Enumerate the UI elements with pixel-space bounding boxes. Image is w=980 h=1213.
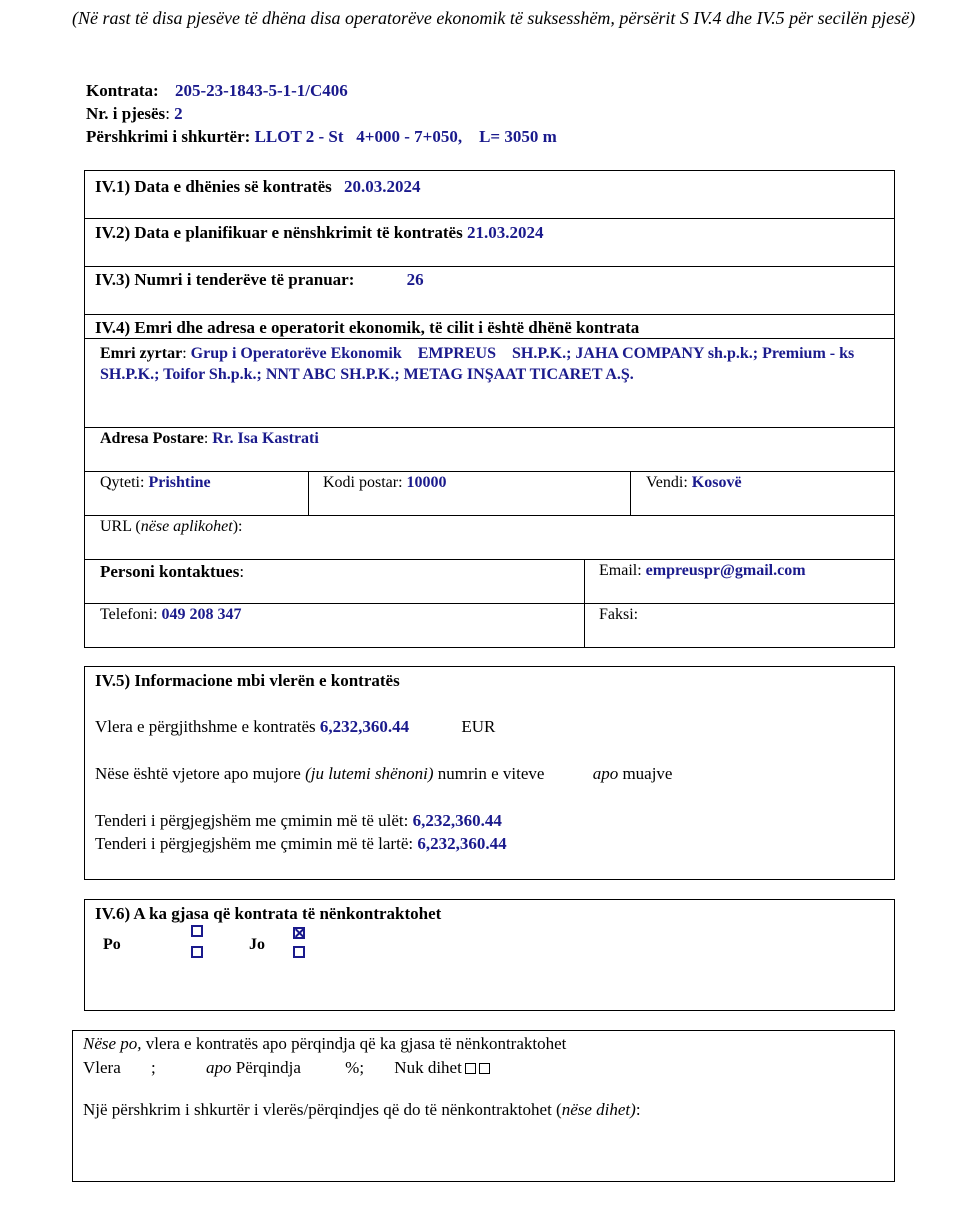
- s2-row: [95, 223, 543, 243]
- tender-count: 26: [406, 270, 424, 289]
- annual-row: [95, 764, 672, 784]
- total-value-row: [95, 717, 495, 737]
- lowest-tender-row: [95, 811, 502, 831]
- url-italic: nëse aplikohet: [140, 518, 233, 535]
- s5-label: IV.5) Informacione mbi vlerën e kontratës: [95, 671, 400, 690]
- postal-label: Kodi postar:: [323, 474, 403, 491]
- email-cell: [599, 562, 806, 580]
- url-end: ):: [232, 518, 243, 535]
- s3-label: IV.3) Numri i tenderëve të pranuar:: [95, 270, 355, 289]
- address-row: Adresa Postare: Rr. Isa Kastrati: [100, 430, 319, 447]
- part-label: Nr. i pjesës: [86, 104, 166, 123]
- no-checkbox[interactable]: [293, 946, 305, 958]
- address-label: Adresa Postare: [100, 430, 204, 447]
- phone-label: Telefoni:: [100, 606, 158, 623]
- contract-line: [86, 80, 348, 102]
- instruction-note: (Në rast të disa pjesëve të dhëna disa operatorëve ekonomik të suksesshëm, përsërit S IV.4 dhe IV.5 për secilën pjesë): [72, 8, 916, 28]
- description-label-1: Një përshkrim i shkurtër i vlerës/përqindjes që do të nënkontraktohet (: [83, 1100, 562, 1119]
- part-number: 2: [174, 104, 183, 123]
- apo-text: apo: [206, 1058, 232, 1077]
- annual-text-3: muajve: [622, 764, 673, 783]
- signing-date: 21.03.2024: [466, 223, 544, 242]
- if-yes-italic: Nëse po,: [83, 1034, 142, 1053]
- country-cell: [646, 474, 742, 492]
- subcontract-details-box: [72, 1030, 895, 1182]
- contract-value-box: [84, 666, 895, 880]
- email-label: Email:: [599, 562, 642, 579]
- highest-tender-value: 6,232,360.44: [417, 834, 507, 853]
- description-value: LLOT 2 - St 4+000 - 7+050, L= 3050 m: [254, 127, 557, 146]
- highest-tender-label: Tenderi i përgjegjshëm me çmimin më të lartë:: [95, 834, 414, 853]
- contract-number: 205-23-1843-5-1-1/C406: [174, 81, 348, 100]
- official-name-value: Grup i Operatorëve Ekonomik EMPREUS SH.P.K.; JAHA COMPANY sh.p.k.; Premium - ks SH.P.K.; Toifor Sh.p.k.; NNT ABC SH.P.K.; METAG INŞAAT TICARET A.Ş.: [100, 345, 859, 383]
- city-label: Qyteti:: [100, 474, 145, 491]
- description-label: Përshkrimi i shkurtër:: [86, 127, 251, 146]
- city-cell: [100, 474, 211, 492]
- total-value: 6,232,360.44: [319, 717, 410, 736]
- value-separator: ;: [151, 1058, 156, 1077]
- yes-checkbox[interactable]: [191, 946, 203, 958]
- s1-label: IV.1) Data e dhënies së kontratës: [95, 177, 332, 196]
- if-yes-text: vlera e kontratës apo përqindja që ka gjasa të nënkontraktohet: [145, 1034, 567, 1053]
- email-value: empreuspr@gmail.com: [645, 562, 806, 579]
- official-name-row: Emri zyrtar: Grup i Operatorëve Ekonomik EMPREUS SH.P.K.; JAHA COMPANY sh.p.k.; Premium - ks SH.P.K.; Toifor Sh.p.k.; NNT ABC SH.P.K.; METAG INŞAAT TICARET A.Ş.: [100, 345, 859, 383]
- s1-row: [95, 177, 421, 197]
- annual-text-1: Nëse është vjetore apo mujore: [95, 764, 301, 783]
- award-date: 20.03.2024: [344, 177, 421, 196]
- fax-cell: [599, 606, 638, 624]
- unknown-checkbox-2[interactable]: [479, 1063, 490, 1074]
- subcontracting-box: [84, 899, 895, 1011]
- unknown-checkbox-1[interactable]: [465, 1063, 476, 1074]
- percent-sign: %;: [345, 1058, 365, 1077]
- total-value-label: Vlera e përgjithshme e kontratës: [95, 717, 316, 736]
- s6-label: IV.6) A ka gjasa që kontrata të nënkontraktohet: [95, 904, 442, 923]
- yes-label: Po: [103, 936, 121, 953]
- postal-value: 10000: [406, 474, 447, 491]
- url-label: URL (: [100, 518, 141, 535]
- lowest-tender-value: 6,232,360.44: [412, 811, 502, 830]
- subcontract-description-row: [83, 1100, 641, 1120]
- no-checkbox-checked[interactable]: [293, 927, 305, 939]
- annual-apo: apo: [592, 764, 619, 783]
- annual-italic: (ju lutemi shënoni): [305, 764, 434, 783]
- phone-value: 049 208 347: [161, 606, 242, 623]
- contract-award-table: [84, 170, 895, 648]
- highest-tender-row: [95, 834, 507, 854]
- description-line: [86, 126, 557, 148]
- s3-row: [95, 270, 424, 290]
- subcontract-intro: [83, 1034, 566, 1054]
- fax-label: Faksi:: [599, 606, 639, 623]
- phone-cell: [100, 606, 242, 624]
- description-end: :: [635, 1100, 641, 1119]
- address-value: Rr. Isa Kastrati: [212, 430, 319, 447]
- unknown-label: Nuk dihet: [394, 1058, 462, 1077]
- official-name-label: Emri zyrtar: [100, 345, 183, 362]
- country-label: Vendi:: [646, 474, 688, 491]
- yes-checkbox-top[interactable]: [191, 925, 203, 937]
- s2-label: IV.2) Data e planifikuar e nënshkrimit të kontratës: [95, 223, 463, 242]
- contact-row: Personi kontaktues:: [100, 562, 245, 581]
- part-line: Nr. i pjesës: 2: [86, 104, 183, 123]
- country-value: Kosovë: [691, 474, 742, 491]
- lowest-tender-label: Tenderi i përgjegjshëm me çmimin më të ulët:: [95, 811, 409, 830]
- s4-label: IV.4) Emri dhe adresa e operatorit ekonomik, të cilit i është dhënë kontrata: [95, 318, 640, 337]
- annual-text-2: numrin e viteve: [437, 764, 545, 783]
- contact-label: Personi kontaktues: [100, 562, 240, 581]
- currency: EUR: [461, 717, 496, 736]
- postal-cell: [323, 474, 447, 492]
- value-label: Vlera: [83, 1058, 121, 1077]
- city-value: Prishtine: [148, 474, 211, 491]
- subcontract-value-row: [83, 1058, 490, 1078]
- contract-label: Kontrata:: [86, 81, 159, 100]
- percentage-label: Përqindja: [235, 1058, 301, 1077]
- description-italic: nëse dihet): [561, 1100, 636, 1119]
- no-label: Jo: [249, 936, 265, 953]
- url-row: [100, 518, 242, 536]
